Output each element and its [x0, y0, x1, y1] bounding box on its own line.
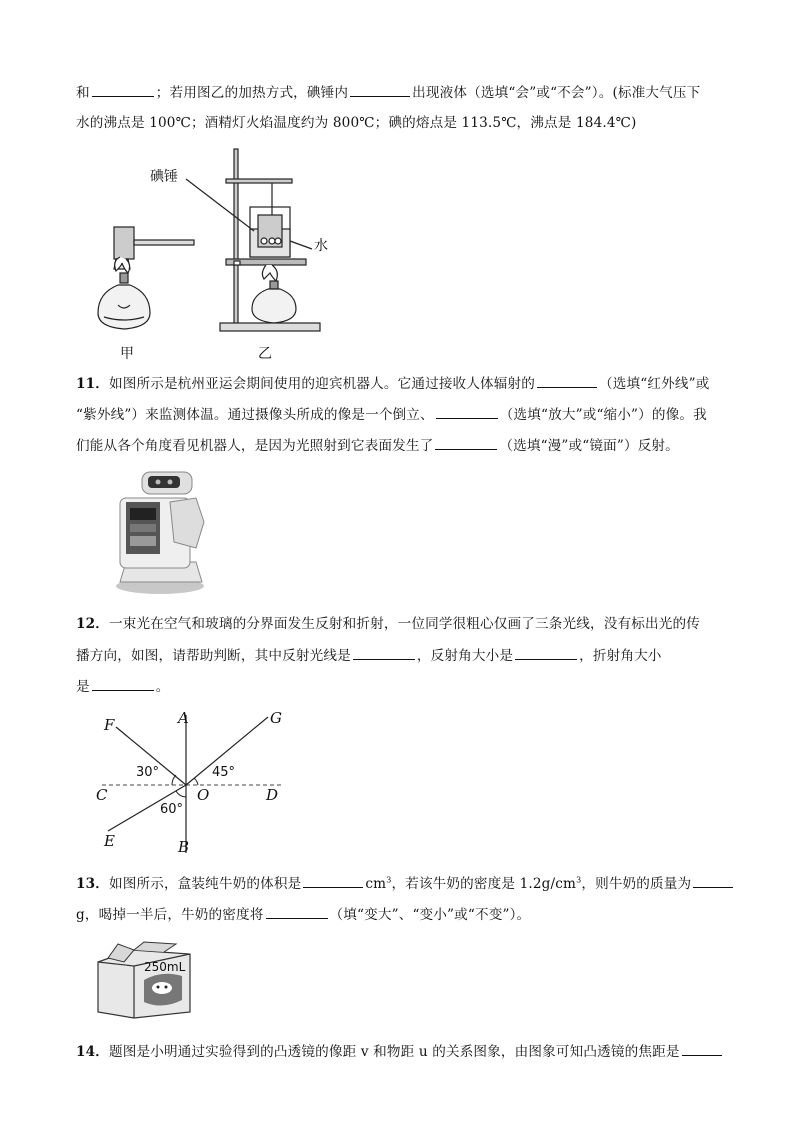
point-O-label: O: [197, 786, 210, 804]
answer-blank[interactable]: [515, 645, 577, 660]
robot-image: [112, 462, 212, 597]
point-C-label: C: [96, 786, 108, 804]
water-label: 水: [314, 238, 328, 254]
answer-blank[interactable]: [92, 676, 154, 691]
answer-blank[interactable]: [436, 404, 498, 419]
answer-blank[interactable]: [350, 82, 410, 97]
iodine-hammer-figure: [90, 145, 350, 360]
point-A-label: A: [178, 709, 189, 727]
point-B-label: B: [178, 838, 190, 856]
q13-line-2: g，喝掉一半后，牛奶的密度将 （填“变大”、“变小”或“不变”）。: [76, 904, 530, 925]
point-E-label: E: [104, 832, 115, 850]
q12-line-3: 是 。: [76, 676, 170, 697]
q11-line-3: 们能从各个角度看见机器人，是因为光照射到它表面发生了 （选填“漫”或“镜面”）反射。: [76, 435, 679, 456]
answer-blank[interactable]: [435, 435, 497, 450]
answer-blank[interactable]: [266, 904, 328, 919]
figure-jia: [98, 227, 194, 329]
answer-blank[interactable]: [303, 873, 363, 888]
figure-yi: [186, 149, 320, 331]
angle-30-label: 30°: [136, 765, 160, 780]
iodine-hammer-label: 碘锤: [150, 169, 178, 185]
answer-blank[interactable]: [92, 82, 154, 97]
point-F-label: F: [104, 716, 115, 734]
angle-arc-60: [176, 791, 186, 797]
answer-blank[interactable]: [693, 873, 733, 888]
q10-line-1: 和 ；若用图乙的加热方式，碘锤内 出现液体（选填“会”或“不会”）。(标准大气压下: [76, 82, 700, 103]
q11-line-2: “紫外线”）来监测体温。通过摄像头所成的像是一个倒立、 （选填“放大”或“缩小”）的像。我: [76, 404, 707, 425]
answer-blank[interactable]: [353, 645, 415, 660]
answer-blank[interactable]: [537, 373, 597, 388]
figure-jia-label: 甲: [120, 346, 134, 362]
light-ray-diagram: [90, 705, 300, 860]
q10-line-2: 水的沸点是 100℃；酒精灯火焰温度约为 800℃；碘的熔点是 113.5℃，沸点是 184.4℃): [76, 115, 637, 131]
angle-45-label: 45°: [212, 765, 236, 780]
q14-line-1: 14．题图是小明通过实验得到的凸透镜的像距 v 和物距 u 的关系图象，由图象可知凸透镜的焦距是: [76, 1041, 724, 1062]
figure-yi-label: 乙: [258, 346, 272, 362]
point-D-label: D: [266, 786, 279, 804]
q11-line-1: 11．如图所示是杭州亚运会期间使用的迎宾机器人。它通过接收人体辐射的 （选填“红外线”或: [76, 373, 709, 394]
q12-line-1: 12．一束光在空气和玻璃的分界面发生反射和折射，一位同学很粗心仅画了三条光线，没有标出光的传: [76, 616, 700, 632]
q13-line-1: 13．如图所示，盒装纯牛奶的体积是 $cm^3$，若该牛奶的密度是 $1.2g/cm^3$，则牛奶的质量为: [76, 873, 735, 894]
milk-carton-image: [94, 940, 194, 1020]
carton-volume-label: 250mL: [144, 960, 186, 974]
point-G-label: G: [270, 709, 282, 727]
angle-arc-45: [194, 778, 198, 785]
q12-line-2: 播方向，如图，请帮助判断，其中反射光线是 ，反射角大小是 ，折射角大小: [76, 645, 662, 666]
angle-60-label: 60°: [160, 802, 184, 817]
answer-blank[interactable]: [682, 1041, 722, 1056]
